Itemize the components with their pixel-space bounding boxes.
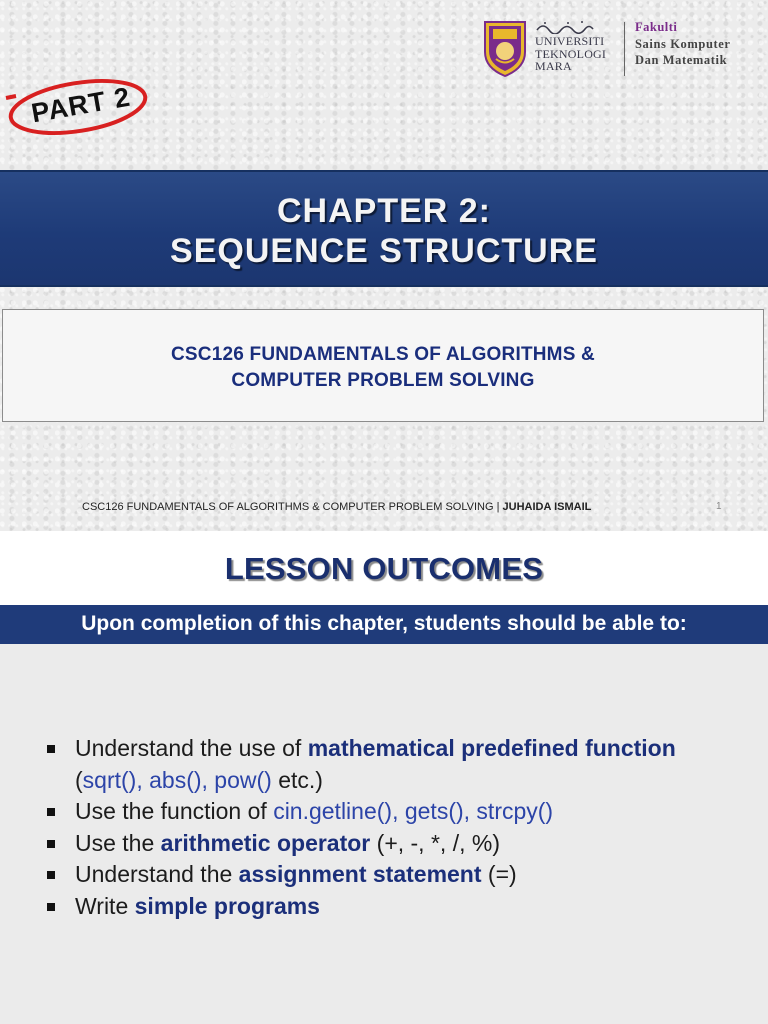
outcome-functions: sqrt(), abs(), pow() [82,766,272,793]
course-title-box [2,309,764,422]
bullet-icon [47,840,55,848]
outcome-highlight: simple programs [134,892,320,919]
outcome-text: etc.) [271,766,323,793]
outcome-text: Write [75,892,135,919]
outcome-highlight: arithmetic operator [160,829,371,856]
outcome-highlight: assignment statement [238,861,482,887]
outcome-text: Understand the [75,861,239,887]
outcome-text: ( [75,766,83,793]
chapter-number: CHAPTER 2: [276,192,492,230]
outcome-text: Use the [75,829,161,856]
outcome-text: Use the function of [75,798,274,824]
faculty-name-line1: Sains Komputer [635,37,731,51]
subtitle-band [0,605,768,644]
footer-text [82,501,591,513]
part-label: PART 2 [29,81,133,129]
footer-author: JUHAIDA ISMAIL [502,501,592,513]
list-item [44,733,744,796]
faculty-label: Fakulti [635,20,678,34]
course-title-line1: CSC126 FUNDAMENTALS OF ALGORITHMS & [171,344,595,365]
outcome-text: Understand the use of [75,735,308,761]
part-badge [2,74,150,140]
footer-course: CSC126 FUNDAMENTALS OF ALGORITHMS & COMPUTER PROBLEM SOLVING | [82,501,503,513]
outcome-text: (=) [481,861,517,887]
bullet-icon [47,871,55,879]
uitm-crest-icon [483,18,527,78]
university-name: UNIVERSITI TEKNOLOGI MARA [535,34,607,73]
outcomes-list [44,733,744,922]
list-item [44,859,744,891]
page-number: 1 [716,501,722,512]
slide-subtitle: Upon completion of this chapter, students should be able to: [81,612,687,635]
outcome-highlight: mathematical predefined function [307,735,676,761]
list-item [44,828,744,860]
list-item [44,891,744,923]
chapter-title: SEQUENCE STRUCTURE [170,232,598,270]
outcome-text: (+, -, *, /, %) [370,829,500,856]
course-title-line2: COMPUTER PROBLEM SOLVING [231,370,535,391]
lesson-outcomes-slide [0,531,768,1024]
faculty-name-line2: Dan Matematik [635,53,728,67]
outcomes-header [0,531,768,605]
list-item [44,796,744,828]
chapter-title-band [0,170,768,287]
university-logo [483,18,758,80]
bullet-icon [47,903,55,911]
logo-divider [624,22,625,76]
outcome-functions: cin.getline(), gets(), strcpy() [273,798,554,824]
bullet-icon [47,745,55,753]
jawi-script-logo [535,20,595,34]
slide-title: LESSON OUTCOMES [224,551,544,586]
bullet-icon [47,808,55,816]
